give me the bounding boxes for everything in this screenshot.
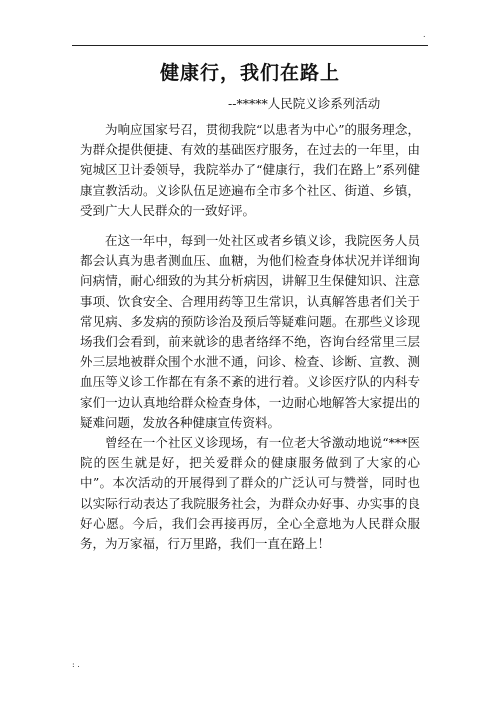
document-title: 健康行，我们在路上: [159, 62, 340, 84]
paragraph-closing: 曾经在一个社区义诊现场，有一位老大爷激动地说“***医院的医生就是好，把关爱群众的健康服务做到了大家的心中”。本次活动的开展得到了群众的广泛认可与赞誉，同时也以实际行动表达了我院服务社会，为群众办好事、办实事的良好心愿。今后，我们会再接再厉，全心全意地为人民群众服务，为万家福，行万里路，我们一直在路上！: [80, 435, 420, 552]
header-rule: [72, 45, 428, 46]
header-corner-mark: .: [423, 30, 426, 39]
footer-mark: : .: [72, 660, 80, 669]
document-body: [80, 120, 420, 564]
paragraph-intro: 为响应国家号召，贯彻我院“以患者为中心”的服务理念，为群众提供便捷、有效的基础医疗服务，在过去的一年里，由宛城区卫计委领导，我院举办了“健康行，我们在路上”系列健康宣教活动。义诊队伍足迹遍布全市多个社区、街道、乡镇，受到广大人民群众的一致好评。: [80, 122, 420, 218]
paragraph-activities: 在这一年中，每到一处社区或者乡镇义诊，我院医务人员都会认真为患者测血压、血糖，为他们检查身体状况并详细询问病情，耐心细致的为其分析病因，讲解卫生保健知识、注意事项、饮食安全、合理用药等卫生常识，认真解答患者们关于常见病、多发病的预防诊治及预后等疑难问题。在那些义诊现场我们会看到，前来就诊的患者络绎不绝，咨询台经常里三层外三层地被群众围个水泄不通，问诊、检查、诊断、宣教、测血压等义诊工作都在有条不紊的进行着。义诊医疗队的内科专家们一边认真地给群众检查身体，一边耐心地解答大家提出的疑难问题，发放各种健康宣传资料。: [80, 233, 420, 430]
document-subtitle: --*****人民院义诊系列活动: [228, 96, 381, 111]
